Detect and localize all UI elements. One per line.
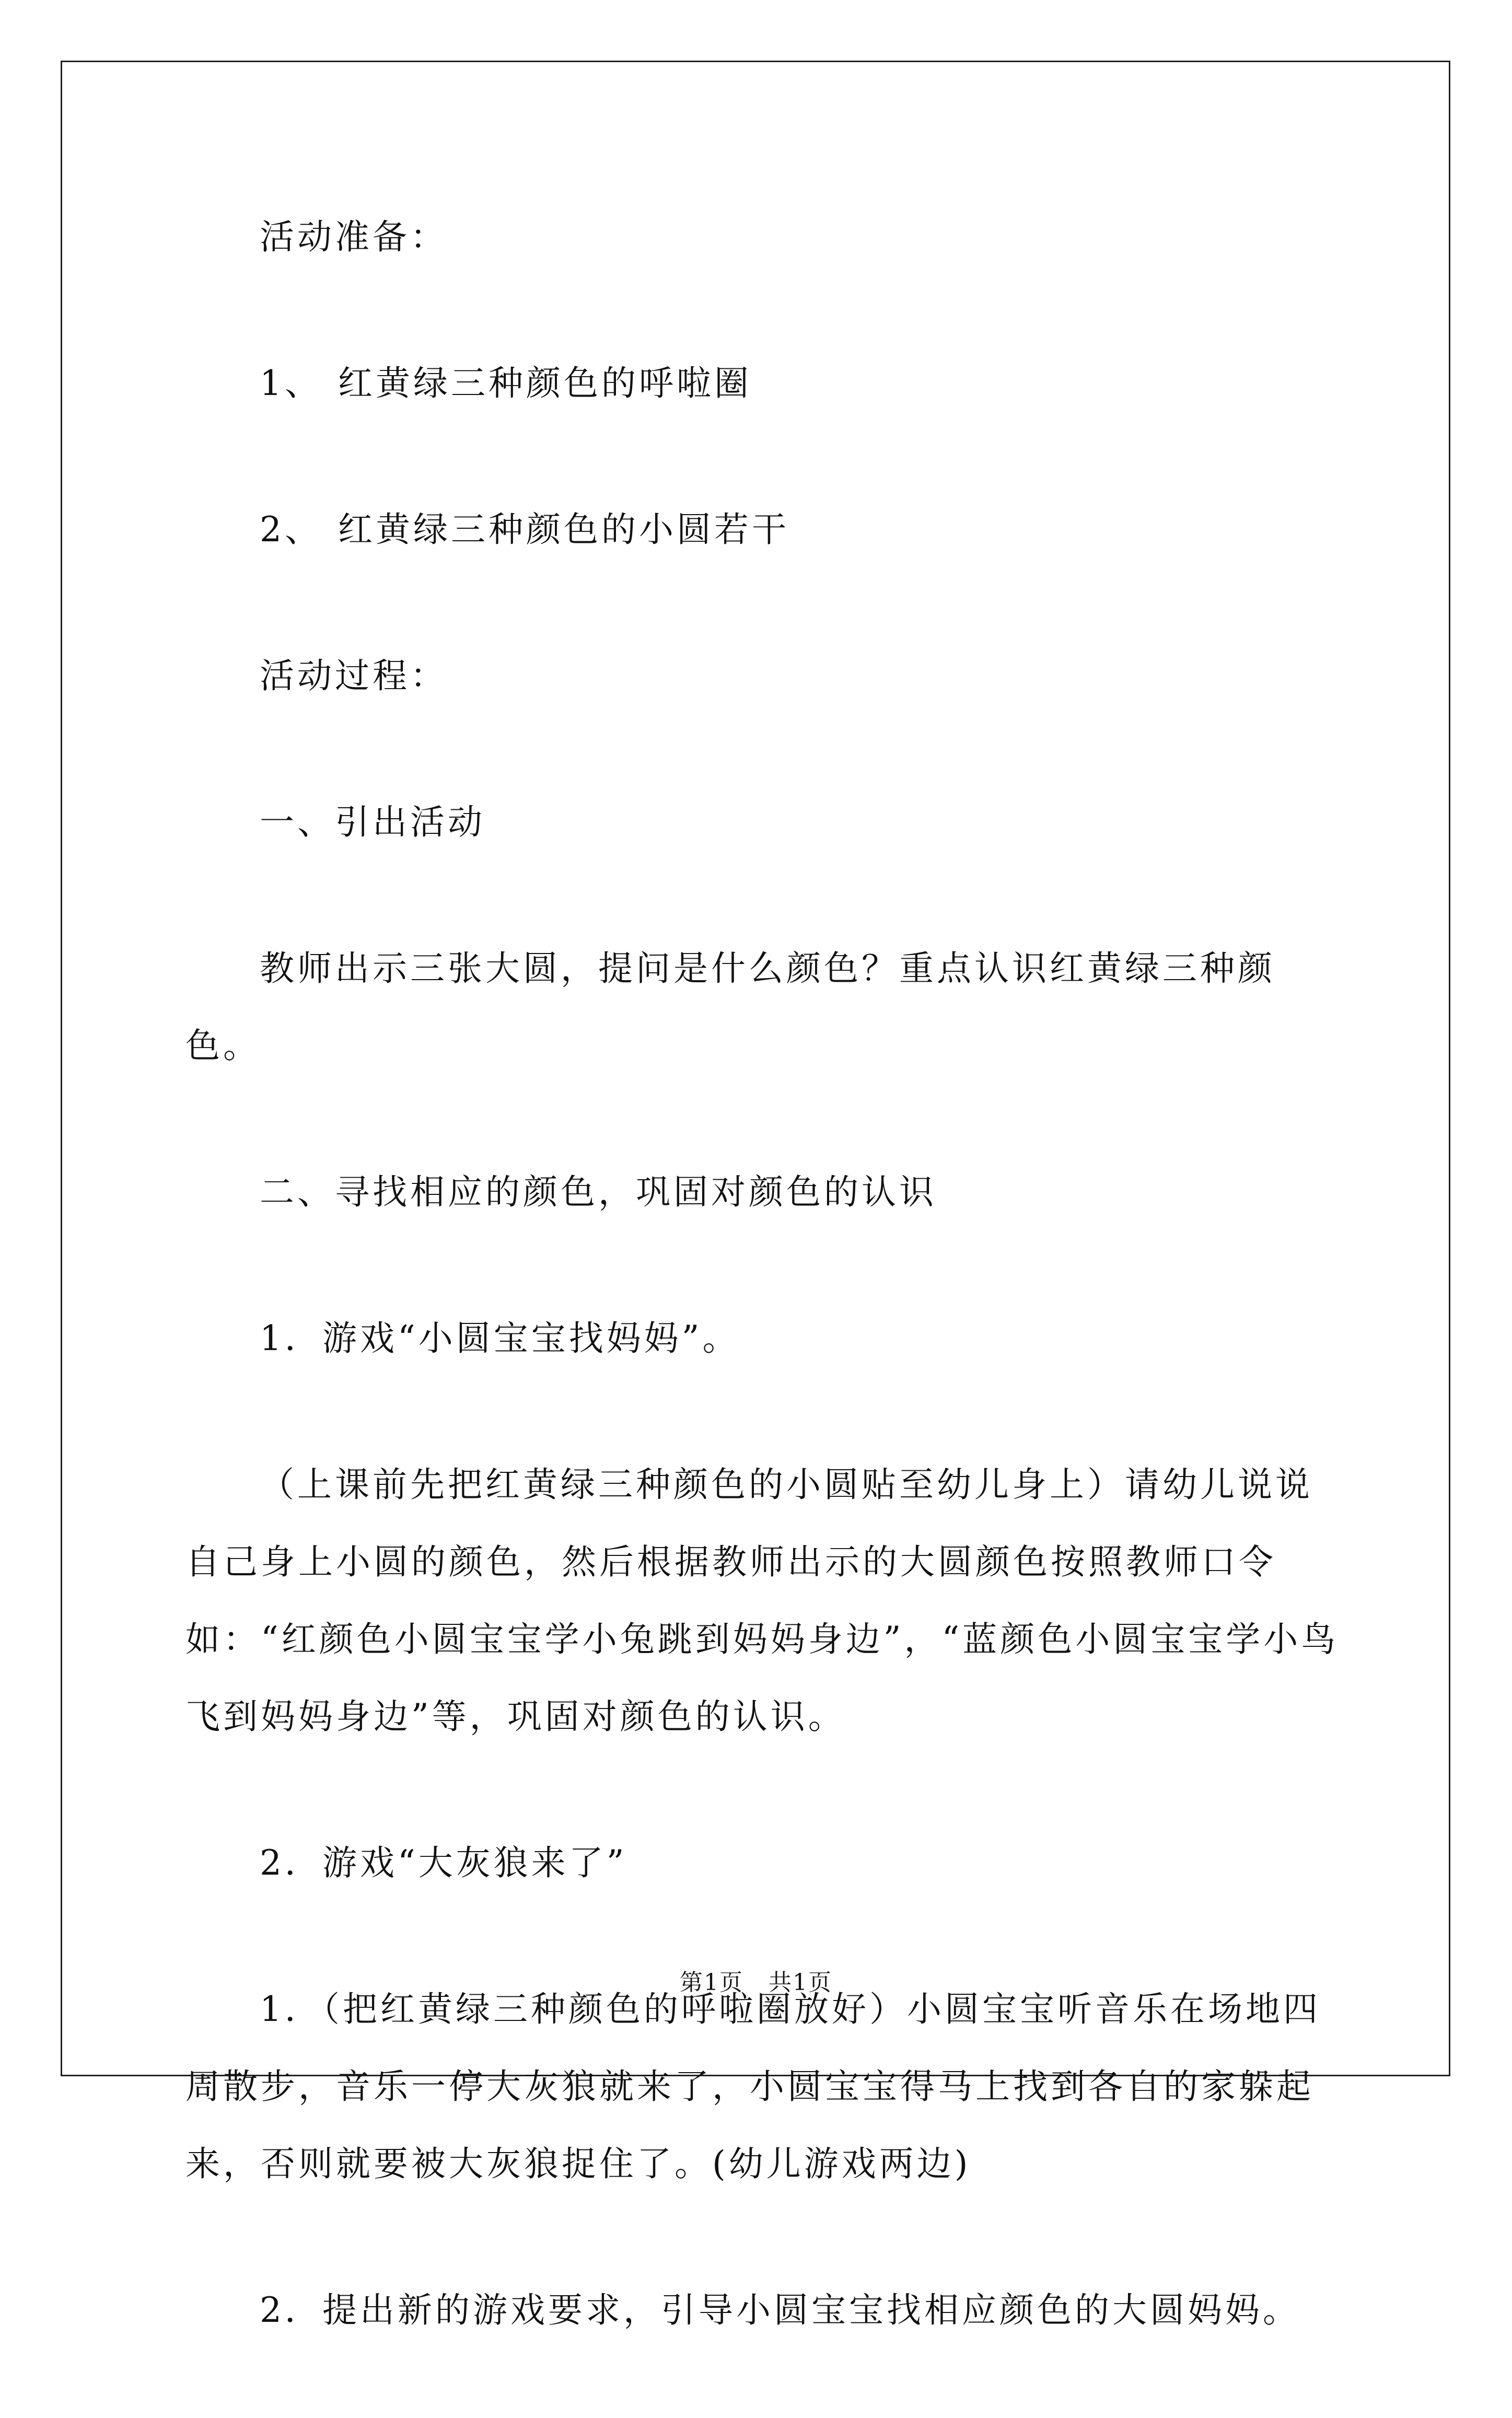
list-item-text: 红黄绿三种颜色的呼啦圈 [338,363,752,403]
page-total: 共1页 [769,1969,832,1996]
game-1-title: 1．游戏“小圆宝宝找妈妈”。 [260,1318,740,1358]
section-heading-2: 二、寻找相应的颜色，巩固对颜色的认识 [260,1172,937,1212]
page-footer [0,1967,1512,1998]
paragraph-game-1-description: （上课前先把红黄绿三种颜色的小圆贴至幼儿身上）请幼儿说说自己身上小圆的颜色，然后根据教师出示的大圆颜色按照教师口令如：“红颜色小圆宝宝学小兔跳到妈妈身边”，“蓝颜色小圆宝宝学小鸟飞到妈妈身边”等，巩固对颜色的认识。 [185,1464,1339,1737]
paragraph-activity-prep: 活动准备： [260,217,448,257]
list-number: 1、 [260,363,322,403]
page-number: 第1页 [680,1969,743,1996]
list-item-2 [185,491,1340,568]
list-item-1 [185,345,1340,422]
section-heading-1: 一、引出活动 [260,802,485,842]
document-body [185,199,1340,2418]
paragraph-teacher-shows: 教师出示三张大圆，提问是什么颜色？重点认识红黄绿三种颜色。 [185,948,1275,1066]
list-number: 2、 [260,509,322,550]
paragraph-game-2-step-2: 2．提出新的游戏要求，引导小圆宝宝找相应颜色的大圆妈妈。 [260,2290,1300,2330]
paragraph-activity-process: 活动过程： [260,656,448,696]
list-item-text: 红黄绿三种颜色的小圆若干 [338,509,789,550]
paragraph-game-2-step-1: 1．（把红黄绿三种颜色的呼啦圈放好）小圆宝宝听音乐在场地四周散步，音乐一停大灰狼就来了，小圆宝宝得马上找到各自的家躲起来，否则就要被大灰狼捉住了。(幼儿游戏两边) [185,1989,1321,2184]
game-2-title: 2．游戏“大灰狼来了” [260,1843,627,1883]
